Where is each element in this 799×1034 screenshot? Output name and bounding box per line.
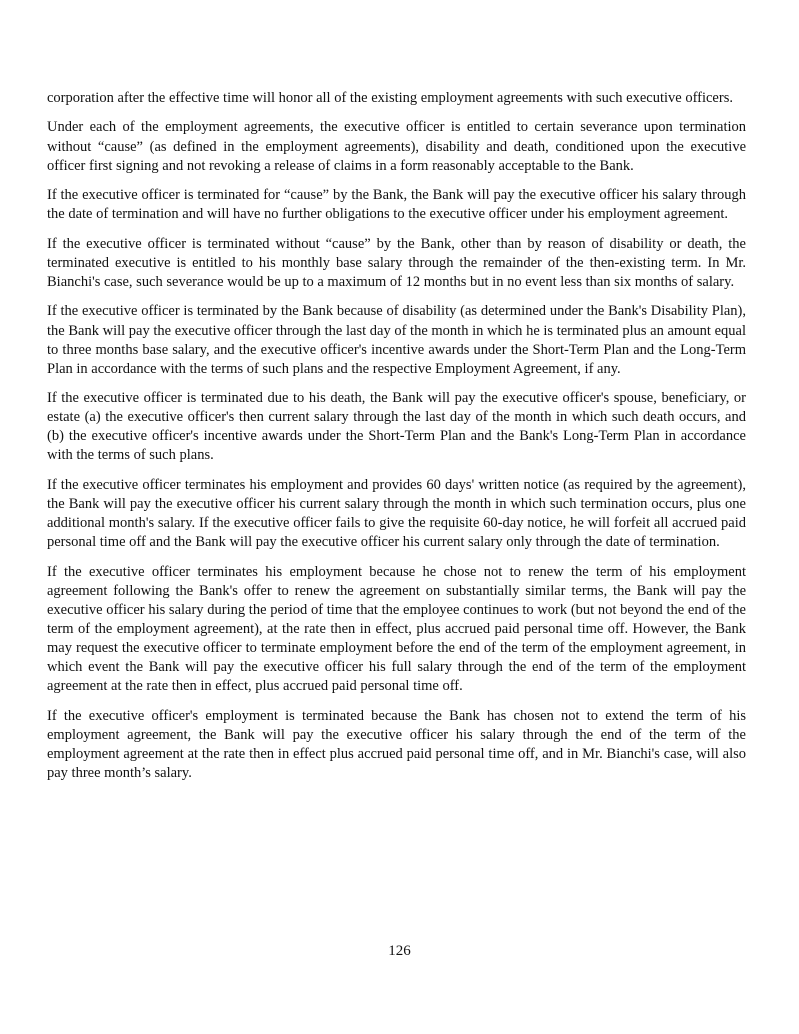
paragraph-termination-for-cause: If the executive officer is terminated for “cause” by the Bank, the Bank will pay the executive officer his salary through the date of termination and will have no further obligations to the executive officer under his employment agreement.	[47, 187, 746, 223]
page-number: 126	[388, 943, 411, 959]
paragraph-continuation: corporation after the effective time will honor all of the existing employment agreements with such executive officers.	[47, 90, 733, 106]
paragraph-termination-disability: If the executive officer is terminated by the Bank because of disability (as determined under the Bank's Disability Plan), the Bank will pay the executive officer through the last day of the month in which he is terminated plus an amount equal to three months base salary, and the executive officer's incentive awards under the Short-Term Plan and the Long-Term Plan in accordance with the terms of such plans and the respective Employment Agreement, if any.	[47, 303, 746, 377]
paragraph-severance-overview: Under each of the employment agreements, the executive officer is entitled to certain severance upon termination without “cause” (as defined in the employment agreements), disability and death, conditioned upon the executive officer first signing and not revoking a release of claims in a form reasonably acceptable to the Bank.	[47, 119, 746, 174]
paragraph-non-renewal-by-executive: If the executive officer terminates his employment because he chose not to renew the term of his employment agreement following the Bank's offer to renew the agreement on substantially similar terms, the Bank will pay the executive officer his salary during the period of time that the employee continues to work (but not beyond the end of the term of the employment agreement), at the rate then in effect, plus accrued paid personal time off. However, the Bank may request the executive officer to terminate employment before the end of the term of the employment agreement, in which event the Bank will pay the executive officer his full salary through the end of the term of the employment agreement at the rate then in effect, plus accrued paid personal time off.	[47, 563, 746, 695]
document-body	[47, 89, 746, 794]
paragraph-termination-death: If the executive officer is terminated due to his death, the Bank will pay the executive officer's spouse, beneficiary, or estate (a) the executive officer's then current salary through the last day of the month in which such death occurs, and (b) the executive officer's incentive awards under the Short-Term Plan and the Bank's Long-Term Plan in accordance with the terms of such plans.	[47, 390, 746, 464]
paragraph-non-extension-by-bank: If the executive officer's employment is terminated because the Bank has chosen not to extend the term of his employment agreement, the Bank will pay the executive officer his salary through the end of the term of the employment agreement at the rate then in effect plus accrued paid personal time off, and in Mr. Bianchi's case, will also pay three month’s salary.	[47, 707, 746, 782]
paragraph-termination-without-cause: If the executive officer is terminated without “cause” by the Bank, other than by reason of disability or death, the terminated executive is entitled to his monthly base salary through the remainder of the then-existing term. In Mr. Bianchi's case, such severance would be up to a maximum of 12 months but in no event less than six months of salary.	[47, 235, 746, 290]
paragraph-voluntary-termination-notice: If the executive officer terminates his employment and provides 60 days' written notice (as required by the agreement), the Bank will pay the executive officer his current salary through the month in which such termination occurs, plus one additional month's salary. If the executive officer fails to give the requisite 60-day notice, he will forfeit all accrued paid personal time off and the Bank will pay the executive officer his current salary only through the date of termination.	[47, 476, 746, 551]
